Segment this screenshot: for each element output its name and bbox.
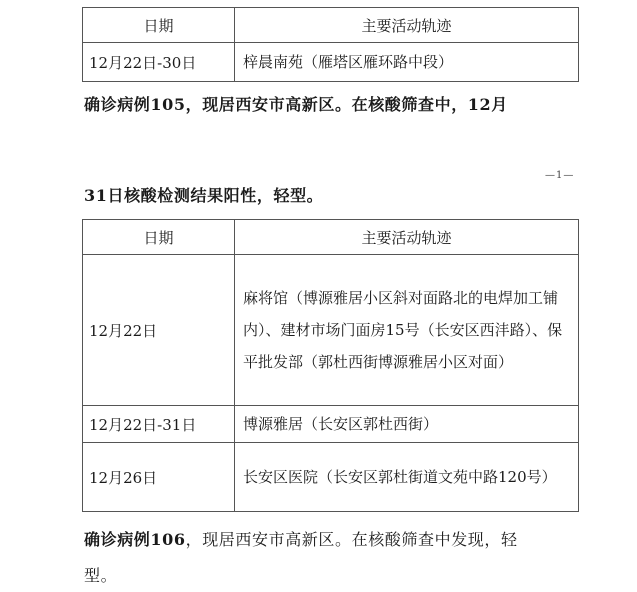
case-106-description-line2: 型。 <box>84 566 118 585</box>
header-date: 日期 <box>83 220 235 255</box>
page-number: —1— <box>545 170 575 181</box>
header-date: 日期 <box>83 8 235 43</box>
table-row <box>83 443 579 512</box>
table-row <box>83 43 579 82</box>
row-date: 12月22日-31日 <box>83 406 235 443</box>
case-105-description-line1: 确诊病例105，现居西安市高新区。在核酸筛查中，12月 <box>84 95 508 114</box>
table-row <box>83 406 579 443</box>
table-header-row <box>83 220 579 255</box>
row-place: 博源雅居（长安区郭杜西街） <box>235 406 579 443</box>
header-activity: 主要活动轨迹 <box>235 220 579 255</box>
case-106-label: 确诊病例106 <box>84 530 186 549</box>
row-date: 12月22日 <box>83 255 235 406</box>
case-105-description-line2: 31日核酸检测结果阳性，轻型。 <box>84 186 324 205</box>
table-row <box>83 255 579 406</box>
row-place: 梓晨南苑（雁塔区雁环路中段） <box>235 43 579 82</box>
row-place: 长安区医院（长安区郭杜街道文苑中路120号） <box>235 443 579 512</box>
row-place: 麻将馆（博源雅居小区斜对面路北的电焊加工铺内）、建材市场门面房15号（长安区西沣路）、保平批发部（郭杜西街博源雅居小区对面） <box>235 255 579 406</box>
case-106-text: ，现居西安市高新区。在核酸筛查中发现，轻 <box>185 530 518 549</box>
activity-table-case-105 <box>82 219 579 512</box>
header-activity: 主要活动轨迹 <box>235 8 579 43</box>
table-header-row <box>83 8 579 43</box>
row-date: 12月22日-30日 <box>83 43 235 82</box>
row-date: 12月26日 <box>83 443 235 512</box>
activity-table-case-104 <box>82 7 579 82</box>
case-106-description-line1 <box>84 527 584 553</box>
